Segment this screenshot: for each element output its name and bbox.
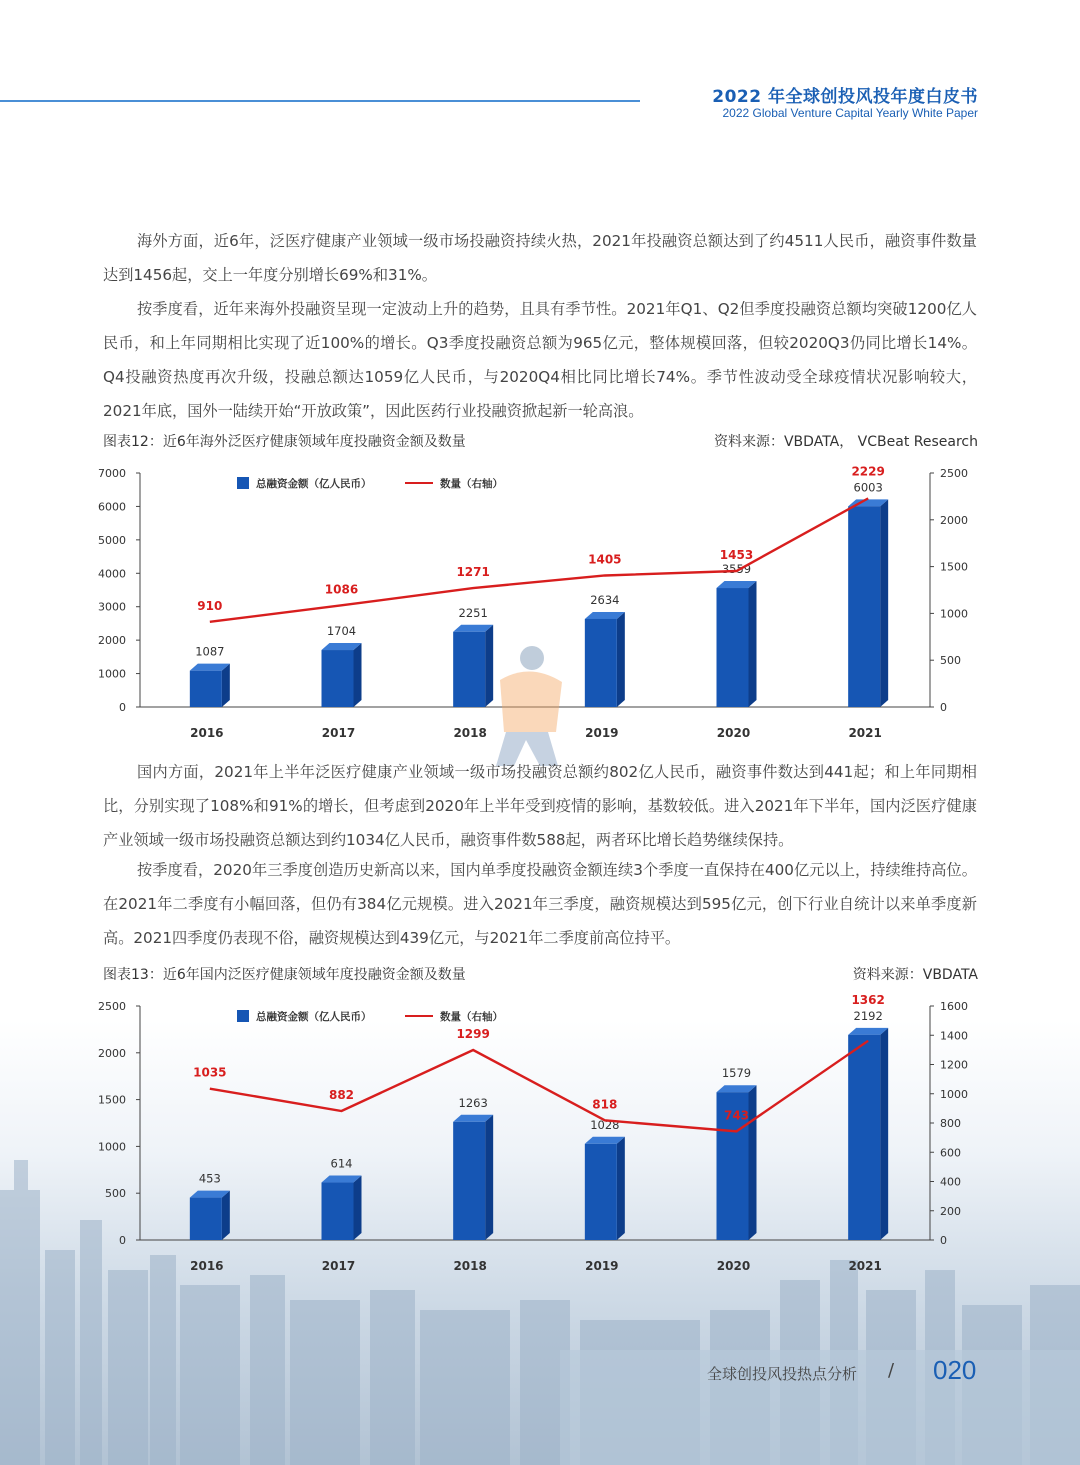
y-right-tick-label: 1400	[940, 1029, 968, 1043]
bar-side	[222, 1191, 230, 1240]
bar-side	[354, 1176, 362, 1240]
bar	[585, 619, 617, 707]
bar	[322, 1183, 354, 1240]
x-tick-label: 2019	[585, 726, 619, 740]
x-tick-label: 2016	[190, 726, 224, 740]
y-right-tick-label: 400	[940, 1175, 961, 1189]
y-left-tick-label: 2000	[98, 634, 126, 648]
document-subtitle: 2022 Global Venture Capital Yearly White Paper	[722, 106, 978, 120]
bar-value-label: 2634	[590, 592, 620, 607]
bar-value-label: 614	[330, 1156, 353, 1171]
x-tick-label: 2018	[453, 726, 487, 740]
line-value-label: 2229	[851, 464, 885, 479]
legend-bar-swatch	[237, 1010, 249, 1022]
y-left-tick-label: 6000	[98, 500, 126, 514]
line-value-label: 1453	[719, 547, 754, 562]
y-right-tick-label: 600	[940, 1146, 961, 1160]
bar-value-label: 2251	[458, 605, 488, 620]
bar-side	[617, 1137, 625, 1240]
page-number: 020	[933, 1355, 977, 1385]
legend-line-label: 数量（右轴）	[440, 1011, 503, 1023]
bar-side	[222, 664, 230, 707]
bar	[453, 1122, 485, 1240]
x-tick-label: 2017	[321, 1259, 356, 1273]
legend-line-label: 数量（右轴）	[440, 478, 503, 490]
line-value-label: 1362	[851, 992, 885, 1007]
y-left-tick-label: 5000	[98, 533, 126, 547]
bar-value-label: 1704	[326, 624, 357, 639]
legend-bar-label: 总融资金额（亿人民币）	[256, 1011, 372, 1023]
figure13-source: 资料来源：VBDATA	[852, 967, 978, 983]
bar-value-label: 453	[198, 1171, 221, 1186]
line-value-label: 743	[723, 1108, 750, 1123]
y-left-tick-label: 2000	[98, 1046, 126, 1060]
bar-side	[880, 499, 888, 707]
line-value-label: 1271	[456, 565, 490, 580]
y-right-tick-label: 1000	[940, 1087, 968, 1101]
line-value-label: 1035	[193, 1065, 227, 1080]
bar-side	[749, 1085, 757, 1240]
bar	[717, 588, 749, 707]
x-tick-label: 2020	[716, 726, 751, 740]
x-tick-label: 2018	[453, 1259, 487, 1273]
y-right-tick-label: 1200	[940, 1058, 968, 1072]
y-right-tick-label: 2000	[940, 513, 968, 527]
y-right-tick-label: 800	[940, 1117, 961, 1130]
y-left-tick-label: 0	[119, 701, 126, 714]
line-value-label: 1405	[588, 552, 622, 567]
figure13-caption: 图表13：近6年国内泛医疗健康领域年度投融资金额及数量	[103, 967, 466, 983]
line-value-label: 910	[197, 598, 223, 613]
paragraph-domestic-quarterly: 按季度看，2020年三季度创造历史新高以来，国内单季度投融资金额连续3个季度一直保持在400亿元以上，持续维持高位。在2021年二季度有小幅回落，但仍有384亿元规模。进入2021年三季度，融资规模达到595亿元，创下行业自统计以来单季度新高。2021四季度仍表现不俗，融资规模达到439亿元，与2021年二季度前高位持平。	[103, 861, 977, 947]
line-value-label: 882	[328, 1088, 355, 1103]
bar-side	[880, 1028, 888, 1240]
series-line	[210, 498, 868, 621]
y-right-tick-label: 1500	[940, 560, 968, 574]
x-tick-label: 2020	[716, 1259, 751, 1273]
bar-value-label: 6003	[853, 480, 883, 495]
line-value-label: 1299	[456, 1027, 490, 1042]
figure12-source: 资料来源：VBDATA， VCBeat Research	[713, 434, 978, 450]
y-right-tick-label: 1600	[940, 1000, 968, 1013]
bar-value-label: 1028	[590, 1117, 620, 1132]
x-tick-label: 2021	[848, 726, 882, 740]
document-title: 2022 年全球创投风投年度白皮书	[712, 87, 978, 107]
y-right-tick-label: 500	[940, 654, 961, 668]
bar-value-label: 1263	[458, 1095, 488, 1110]
bar-value-label: 2192	[853, 1008, 883, 1023]
paragraph-domestic: 国内方面，2021年上半年泛医疗健康产业领域一级市场投融资总额约802亿人民币，融资事件数达到441起；和上年同期相比，分别实现了108%和91%的增长，但考虑到2020年上半年受到疫情的影响，基数较低。进入2021年下半年，国内泛医疗健康产业领域一级市场投融资总额达到约1034亿人民币，融资事件数588起，两者环比增长趋势继续保持。	[103, 763, 977, 849]
line-value-label: 818	[592, 1097, 618, 1112]
y-right-tick-label: 0	[940, 1234, 947, 1247]
bar-side	[354, 643, 362, 707]
line-value-label: 1086	[324, 582, 359, 597]
x-tick-label: 2016	[190, 1259, 224, 1273]
y-left-tick-label: 1500	[98, 1093, 126, 1107]
series-line	[210, 1041, 868, 1132]
y-left-tick-label: 2500	[98, 1000, 126, 1013]
y-left-tick-label: 4000	[98, 567, 126, 581]
paragraph-overseas: 海外方面，近6年，泛医疗健康产业领域一级市场投融资持续火热，2021年投融资总额达到了约4511人民币，融资事件数量达到1456起，交上一年度分别增长69%和31%。	[103, 232, 977, 284]
x-tick-label: 2019	[585, 1259, 619, 1273]
bar	[322, 650, 354, 707]
y-left-tick-label: 7000	[98, 467, 126, 480]
bar	[848, 1035, 880, 1240]
y-right-tick-label: 2500	[940, 467, 968, 480]
bar-value-label: 1087	[195, 644, 225, 659]
y-left-tick-label: 500	[105, 1187, 126, 1201]
legend-bar-swatch	[237, 477, 249, 489]
bar-value-label: 3559	[721, 562, 752, 577]
y-left-tick-label: 3000	[98, 600, 126, 614]
y-right-tick-label: 200	[940, 1204, 961, 1218]
chart-domestic-investment	[90, 988, 990, 1278]
bar-side	[749, 581, 757, 707]
bar	[190, 1198, 222, 1240]
x-tick-label: 2021	[848, 1259, 882, 1273]
legend-bar-label: 总融资金额（亿人民币）	[256, 478, 372, 490]
bar	[585, 1144, 617, 1240]
bar-side	[485, 1115, 493, 1240]
bar	[190, 671, 222, 707]
figure12-caption: 图表12：近6年海外泛医疗健康领域年度投融资金额及数量	[103, 434, 466, 450]
footer-divider: /	[888, 1360, 895, 1381]
y-left-tick-label: 1000	[98, 667, 126, 681]
header-rule	[0, 100, 640, 102]
y-right-tick-label: 1000	[940, 607, 968, 621]
bar	[848, 506, 880, 707]
footer-section-title: 全球创投风投热点分析	[707, 1365, 858, 1383]
mascot-illustration	[470, 640, 580, 770]
bar-side	[617, 612, 625, 707]
paragraph-overseas-quarterly: 按季度看，近年来海外投融资呈现一定波动上升的趋势，且具有季节性。2021年Q1、Q2但季度投融资总额均突破1200亿人民币，和上年同期相比实现了近100%的增长。Q3季度投融资总额为965亿元，整体规模回落，但较2020Q3仍同比增长14%。Q4投融资热度再次升级，投融总额达1059亿人民币，与2020Q4相比同比增长74%。季节性波动受全球疫情状况影响较大，2021年底，国外一陆续开始“开放政策”，因此医药行业投融资掀起新一轮高浪。	[103, 300, 977, 420]
y-left-tick-label: 0	[119, 1234, 126, 1247]
y-right-tick-label: 0	[940, 701, 947, 714]
bar-value-label: 1579	[721, 1066, 752, 1081]
y-left-tick-label: 1000	[98, 1140, 126, 1154]
x-tick-label: 2017	[321, 726, 356, 740]
